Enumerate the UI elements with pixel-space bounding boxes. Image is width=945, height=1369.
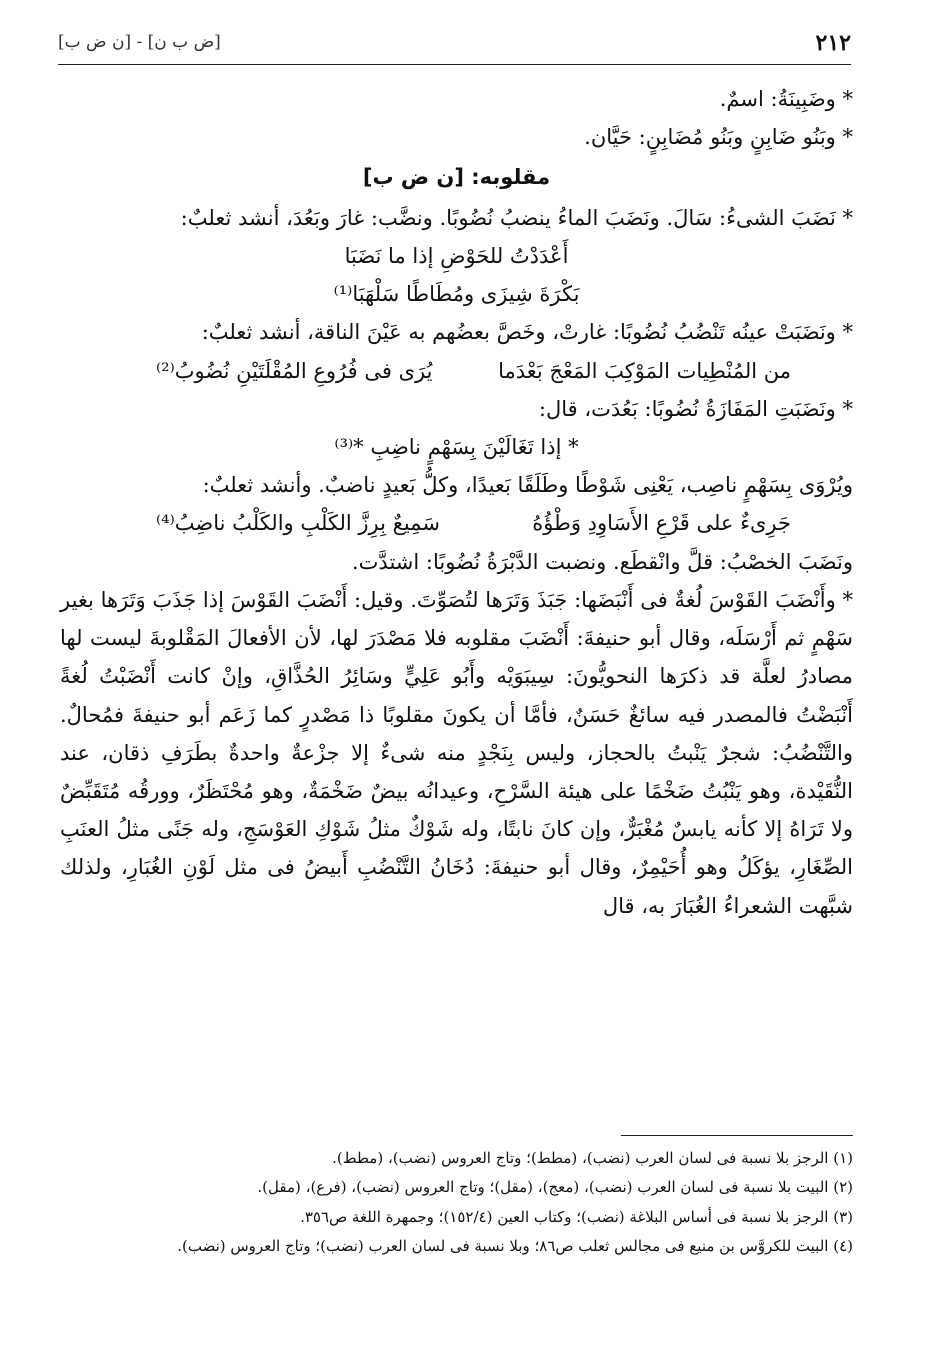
- footnote: (٢) البيت بلا نسبة فى لسان العرب (نضب)، (معج)، (مقل)؛ وتاج العروس (نضب)، (فرع)، (مقل).: [257, 1178, 853, 1197]
- section-heading: مقلوبه: [ن ض ب]: [362, 165, 551, 190]
- page-number: ٢١٢: [815, 30, 851, 56]
- entry-line: * ونَضَبَتِ المَفَازَةُ نُضُوبًا: بَعُدَت، قال:: [538, 396, 853, 421]
- verse-hemistich-left: سَمِيعٌ بِرِزَّ الكَلْبِ والكَلْبُ ناضِبُ⁽⁴⁾: [156, 511, 440, 536]
- footnotes: [76, 1144, 853, 1261]
- verse-hemistich-left: يُرَى فى فُرُوعِ المُقْلَتَيْنِ نُضُوبُ⁽²⁾: [156, 358, 433, 383]
- footnote: (٣) الرجز بلا نسبة فى أساس البلاغة (نضب)؛ وكتاب العين (١٥٢/٤)؛ وجمهرة اللغة ص٣٥٦.: [300, 1207, 853, 1226]
- main-text: [60, 80, 853, 925]
- footnote: (١) الرجز بلا نسبة فى لسان العرب (نضب)، (مطط)؛ وتاج العروس (نضب)، (مطط).: [332, 1149, 853, 1167]
- verse-line: أَعْدَدْتُ للحَوْضِ إذا ما نَضَبَا: [344, 243, 569, 268]
- entry-line: * ونَضَبَتْ عينُه تَنْضُبُ نُضُوبًا: غارتْ، وخَصَّ بعضُهم به عَيْنَ الناقة، أنشد ثعلبٌ:: [201, 320, 853, 345]
- verse-couplet: [60, 504, 853, 542]
- verse-line: بَكْرَةَ شِيزَى ومُطَاطًا سَلْهَبَا⁽¹⁾: [333, 282, 580, 307]
- header-rule: [58, 64, 851, 65]
- entry-line: * وضَبِينَةُ: اسمٌ.: [719, 87, 853, 111]
- entry-line: * نَضَبَ الشىءُ: سَالَ. ونَضَبَ الماءُ ينضبُ نُضُوبًا. ونضَّب: غارَ وبَعُدَ، أنشد ثعلبٌ:: [180, 205, 853, 230]
- entry-line: ويُرْوَى بِسَهْمٍ ناصِب، يَعْنِى شَوْطًا وطَلَقًا بَعيدًا، وكلُّ بَعيدٍ ناضبٌ. وأنشد ثعلبٌ:: [202, 473, 853, 498]
- verse-line: * إذا تَغَالَيْنَ بِسَهْمٍ ناضِبِ *⁽³⁾: [334, 434, 579, 459]
- verse-couplet: [60, 352, 853, 390]
- running-head: [ض ب ن] - [ن ض ب]: [58, 32, 221, 52]
- footnote-rule: [621, 1135, 853, 1136]
- verse-hemistich-right: من المُنْطِيات المَوْكِبَ المَعْجَ بَعْدَما: [498, 358, 791, 383]
- entry-line: ونَضَبَ الخصْبُ: قلَّ وانْقطَع. ونضبت الدَّبْرَةُ نُضُوبًا: اشتدَّت.: [351, 549, 853, 574]
- entry-paragraph: * وأَنْضَبَ القَوْسَ لُغةٌ فى أَنْبَضَها: جَبَذَ وَتَرَها لتُصَوِّتَ. وقيل: أَنْضَبَ القَوْسَ إذا جَذَبَ وَتَرَها بغير سَهْمٍ ثم أَرْسَلَه، وقال أبو حنيفةَ: أَنْضَبَ مقلوبه فلا مَصْدَرَ لها، لأن الأفعالَ المَقْلوبةَ ليست لها مصادرُ لعلَّة قد ذكرَها النحويُّونَ: سِيبَوَيْه وأَبُو عَلِيٍّ وسَائِرُ الحُذَّاقِ، وإنْ كانت أَنْضَبْتُ لُغةً أَنْبَضْتُ فالمصدر فيه سائغٌ حَسَنٌ، فأمَّا أن يكونَ مقلوبًا ذا مَصْدرٍ كما زَعَم أبو حنيفةَ فمُحالٌ. والتَّنْضُبُ: شجرٌ يَنْبتُ بالحجاز، وليس بِنَجْدٍ منه شىءٌ إلا جزْعةٌ واحدةٌ بطَرَفِ ذقان، عند النُّقَيْدة، وهو يَنْبُتُ ضَخْمًا على هيئة السَّرْحِ، وعيدانُه بيضٌ ضَخْمَةٌ، وهو مُحْتَظَرٌ، وورقُه مُتَقَبِّضٌ ولا تَرَاهُ إلا كأنه يابسٌ مُغْبَرٌّ، وإن كانَ نابتًا، وله شَوْكٌ مثلُ شَوْكِ العَوْسَجِ، وله جَنًى مثلُ العنَبِ الصِّغَارِ، يؤكَلُ وهو أُحَيْمِرٌ، وقال أبو حنيفةَ: دُخَانُ التَّنْضُبِ أَبيضُ فى مثل لَوْنِ الغُبَارِ، ولذلك شبَّهت الشعراءُ الغُبَارَ به، قال: [60, 587, 853, 918]
- verse-hemistich-right: جَرِىءٌ على قَرْعِ الأَسَاوِدِ وَطْؤُهُ: [532, 511, 791, 536]
- page-header: [58, 26, 851, 62]
- entry-line: * وبَنُو ضَابِنٍ وبَنُو مُضَابِنٍ: حَيَّان.: [584, 125, 853, 150]
- footnote: (٤) البيت للكروَّس بن منيع فى مجالس ثعلب ص٨٦؛ وبلا نسبة فى لسان العرب (نضب)؛ وتاج العروس (نضب).: [177, 1236, 853, 1255]
